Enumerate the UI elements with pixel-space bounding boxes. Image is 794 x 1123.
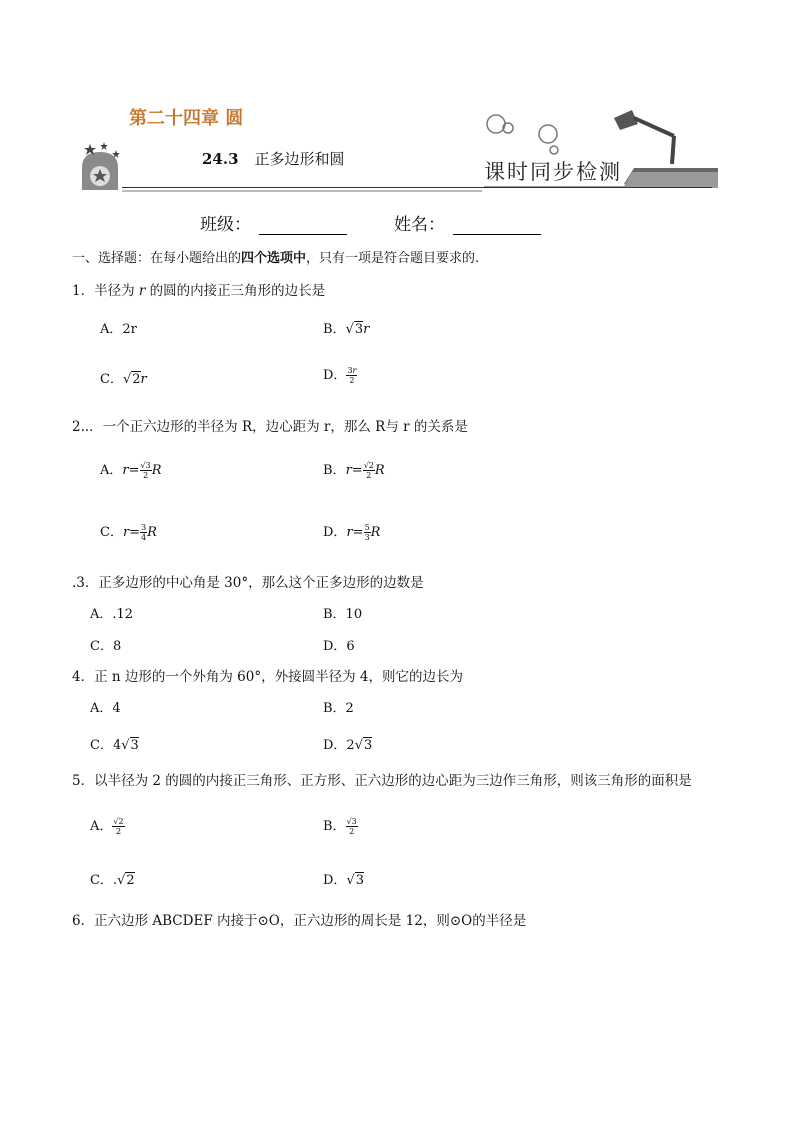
header-divider-gray xyxy=(122,190,482,192)
q1-option-b[interactable]: B．√3r xyxy=(323,322,370,337)
question-5: 5．以半径为 2 的圆的内接正三角形、正方形、正六边形的边心距为三边作三角形，则该三角形的面积是 xyxy=(72,773,692,789)
q5-option-b[interactable]: B． $\frac{√3}{2}$ xyxy=(323,817,357,836)
q2-option-b[interactable]: B．r= $\frac{√2}{2}$ R xyxy=(323,461,385,480)
q1-option-a[interactable]: A．2r xyxy=(100,322,137,337)
q4-option-a[interactable]: A．4 xyxy=(90,701,121,716)
q4-option-d[interactable]: D．2√3 xyxy=(323,738,373,753)
chapter-title: 第二十四章 圆 xyxy=(129,108,244,129)
q3-option-b[interactable]: B．10 xyxy=(323,607,363,622)
question-1: 1．半径为 r 的圆的内接正三角形的边长是 xyxy=(72,283,326,299)
q1-option-c[interactable]: C．√2r xyxy=(100,372,147,387)
name-label: 姓名： xyxy=(394,215,445,235)
badge-icon xyxy=(78,140,128,192)
question-3: .3．正多边形的中心角是 30°，那么这个正多边形的边数是 xyxy=(72,575,424,591)
q2-option-a[interactable]: A．r= $\frac{√3}{2}$ R xyxy=(100,461,162,480)
lesson-title: 正多边形和圆 xyxy=(254,150,345,168)
q2-option-d[interactable]: D．r= $\frac{5}{3}$ R xyxy=(323,523,381,542)
header-divider xyxy=(122,187,712,188)
class-blank[interactable] xyxy=(259,216,347,235)
q4-option-b[interactable]: B．2 xyxy=(323,701,354,716)
lesson-heading xyxy=(202,148,345,169)
q5-option-c[interactable]: C．.√2 xyxy=(90,873,135,888)
section-title: 一、选择题：在每小题给出的四个选项中，只有一项是符合题目要求的. xyxy=(72,251,480,266)
lesson-number: 24.3 xyxy=(202,150,239,168)
question-4: 4．正 n 边形的一个外角为 60°，外接圆半径为 4，则它的边长为 xyxy=(72,669,463,685)
name-field xyxy=(394,210,541,235)
brand-title: 课时同步检测 xyxy=(484,160,622,184)
name-blank[interactable] xyxy=(453,216,541,235)
class-field xyxy=(200,210,347,235)
q1-option-d[interactable]: D． $\frac{3r}{2}$ xyxy=(323,366,357,385)
q4-option-c[interactable]: C．4√3 xyxy=(90,738,139,753)
q5-option-d[interactable]: D．√3 xyxy=(323,873,365,888)
q2-option-c[interactable]: C．r= $\frac{3}{4}$ R xyxy=(100,523,157,542)
question-2: 2..．一个正六边形的半径为 R，边心距为 r，那么 R与 r 的关系是 xyxy=(72,419,468,435)
q3-option-c[interactable]: C．8 xyxy=(90,639,122,654)
q5-option-a[interactable]: A． $\frac{√2}{2}$ xyxy=(90,817,124,836)
q3-option-a[interactable]: A．.12 xyxy=(90,607,134,622)
class-label: 班级： xyxy=(200,215,251,235)
question-6: 6．正六边形 ABCDEF 内接于⊙O，正六边形的周长是 12，则⊙O的半径是 xyxy=(72,913,527,929)
q3-option-d[interactable]: D．6 xyxy=(323,639,355,654)
